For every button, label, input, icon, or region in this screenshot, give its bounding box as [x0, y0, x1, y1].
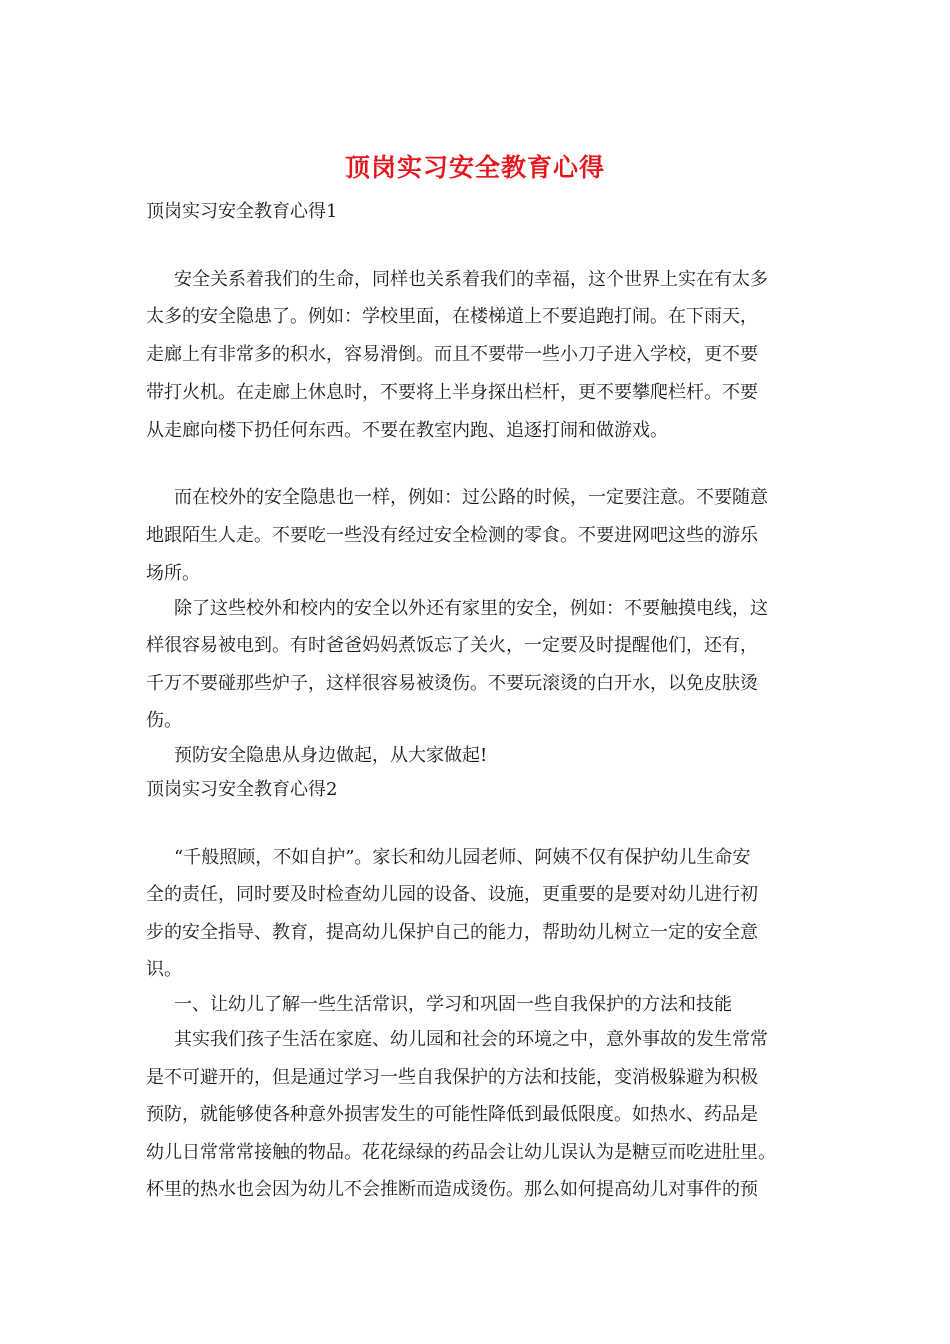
document-title: 顶岗实习安全教育心得 [344, 153, 605, 182]
paragraph-line: 杯里的热水也会因为幼儿不会推断而造成烫伤。那么如何提高幼儿对事件的预 [146, 1179, 758, 1200]
paragraph-line: 从走廊向楼下扔任何东西。不要在教室内跑、追逐打闹和做游戏。 [146, 420, 668, 441]
paragraph-line: 走廊上有非常多的积水，容易滑倒。而且不要带一些小刀子进入学校，更不要 [146, 344, 758, 365]
paragraph-line: 预防，就能够使各种意外损害发生的可能性降低到最低限度。如热水、药品是 [146, 1104, 758, 1125]
paragraph-line: 而在校外的安全隐患也一样，例如：过公路的时候，一定要注意。不要随意 [174, 487, 768, 508]
paragraph-line: 识。 [146, 959, 182, 980]
paragraph-line: 太多的安全隐患了。例如：学校里面，在楼梯道上不要追跑打闹。在下雨天， [146, 306, 758, 327]
paragraph-line: 步的安全指导、教育，提高幼儿保护自己的能力，帮助幼儿树立一定的安全意 [146, 922, 758, 943]
paragraph-line: 带打火机。在走廊上休息时，不要将上半身探出栏杆，更不要攀爬栏杆。不要 [146, 382, 758, 403]
paragraph-line: 地跟陌生人走。不要吃一些没有经过安全检测的零食。不要进网吧这些的游乐 [146, 525, 758, 546]
paragraph-line: 一、让幼儿了解一些生活常识，学习和巩固一些自我保护的方法和技能 [174, 994, 732, 1015]
paragraph-line: 是不可避开的，但是通过学习一些自我保护的方法和技能，变消极躲避为积极 [146, 1067, 758, 1088]
paragraph-line: 除了这些校外和校内的安全以外还有家里的安全，例如：不要触摸电线，这 [174, 598, 768, 619]
section-heading-2: 顶岗实习安全教育心得2 [146, 779, 338, 800]
paragraph-line: 全的责任，同时要及时检查幼儿园的设备、设施，更重要的是要对幼儿进行初 [146, 884, 758, 905]
paragraph-line: 安全关系着我们的生命，同样也关系着我们的幸福，这个世界上实在有太多 [174, 269, 768, 290]
section-heading-1: 顶岗实习安全教育心得1 [146, 201, 338, 222]
paragraph-line: 其实我们孩子生活在家庭、幼儿园和社会的环境之中，意外事故的发生常常 [174, 1029, 768, 1050]
paragraph-line: 预防安全隐患从身边做起，从大家做起! [174, 745, 488, 766]
paragraph-line: 场所。 [146, 563, 200, 584]
paragraph-line: 千万不要碰那些炉子，这样很容易被烫伤。不要玩滚烫的白开水，以免皮肤烫 [146, 673, 758, 694]
paragraph-line: “千般照顾，不如自护”。家长和幼儿园老师、阿姨不仅有保护幼儿生命安 [174, 847, 751, 868]
paragraph-line: 幼儿日常常常接触的物品。花花绿绿的药品会让幼儿误认为是糖豆而吃进肚里。 [146, 1142, 776, 1163]
paragraph-line: 样很容易被电到。有时爸爸妈妈煮饭忘了关火，一定要及时提醒他们，还有， [146, 635, 758, 656]
paragraph-line: 伤。 [146, 710, 182, 731]
